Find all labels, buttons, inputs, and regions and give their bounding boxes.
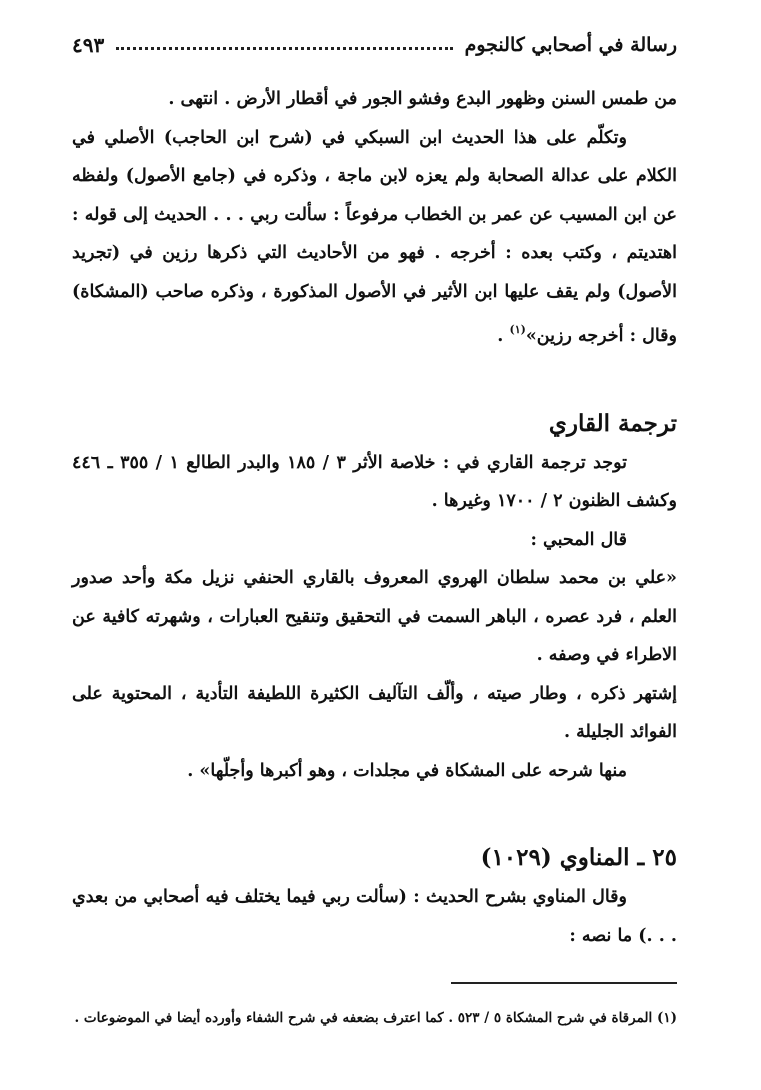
paragraph-2 [72, 119, 677, 356]
paragraph-4: قال المحبي : [530, 529, 627, 550]
page-number: ٤٩٣ [72, 33, 105, 57]
paragraph-7: منها شرحه على المشكاة في مجلدات ، وهو أكبرها وأجلّها» . [187, 760, 627, 781]
paragraph-3: توجد ترجمة القاري في : خلاصة الأثر ٣ / ١٨٥ والبدر الطالع ١ / ٣٥٥ ـ ٤٤٦ وكشف الظنون ٢ / ١٧٠٠ وغيرها . [72, 452, 677, 511]
paragraph-1: من طمس السنن وظهور البدع وفشو الجور في أقطار الأرض . انتهى . [168, 89, 677, 109]
page-body [72, 80, 677, 955]
paragraph-2-text: وتكلّم على هذا الحديث ابن السبكي في (شرح ابن الحاجب) الأصلي في الكلام على عدالة الصحابة ولم يعزه لابن ماجة ، وذكره في (جامع الأصول) ولفظه عن ابن المسيب عن عمر بن الخطاب مرفوعاً : سألت ربي . . . الحديث إلى قوله : اهتديتم ، وكتب بعده : أخرجه . فهو من الأحاديث التي ذكرها رزين في (تجريد الأصول) ولم يقف عليها ابن الأثير في الأصول المذكورة ، وذكره صاحب (المشكاة) وقال : أخرجه رزين» [72, 127, 677, 346]
running-title: رسالة في أصحابي كالنجوم [464, 34, 677, 56]
paragraph-6: إشتهر ذكره ، وطار صيته ، وألّف التآليف الكثيرة اللطيفة التأدية ، المحتوية على الفوائد الجليلة . [72, 683, 677, 742]
paragraph-8: وقال المناوي بشرح الحديث : (سألت ربي فيما يختلف فيه أصحابي من بعدي . . .) ما نصه : [72, 887, 677, 946]
footnote-marker[interactable]: (١) [509, 323, 526, 336]
paragraph-2-end: . [497, 326, 510, 346]
paragraph-5: «علي بن محمد سلطان الهروي المعروف بالقاري الحنفي نزيل مكة وأحد صدور العلم ، فرد عصره ، الباهر السمت في التحقيق وتنقيح العبارات ، وشهرته كافية عن الاطراء في وصفه . [72, 568, 677, 665]
section-heading-qari: ترجمة القاري [548, 409, 677, 437]
footnote-1: (١) المرقاة في شرح المشكاة ٥ / ٥٢٣ . كما اعترف بضعفه في شرح الشفاء وأورده أيضا في الموضوعات . [74, 1010, 677, 1026]
footnote-divider [451, 982, 677, 984]
running-header [72, 28, 677, 62]
header-leader-dots [116, 37, 452, 50]
section-heading-munawi: ٢٥ ـ المناوي (١٠٢٩) [480, 844, 677, 871]
